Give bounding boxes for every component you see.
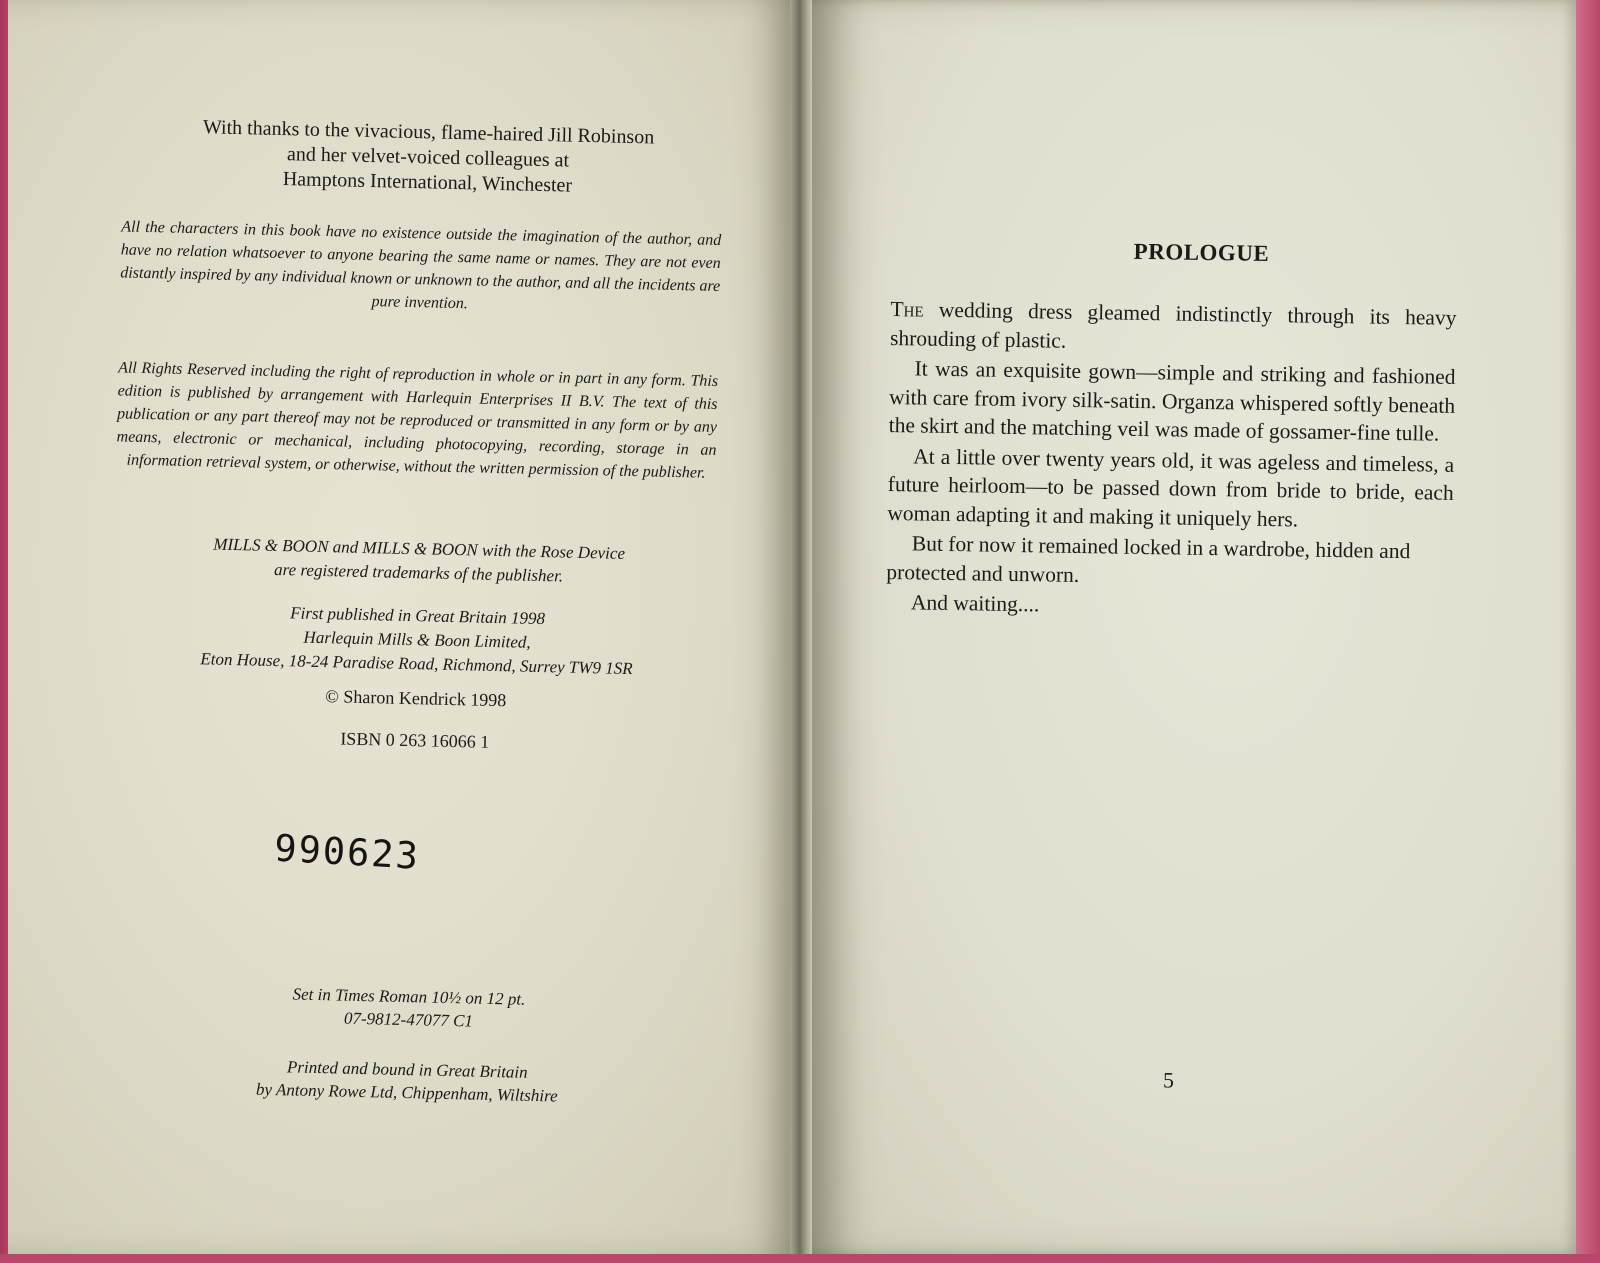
publication-line: First published in Great Britain 1998 (290, 603, 546, 629)
book-gutter (790, 0, 812, 1254)
typesetting-line: Set in Times Roman 10½ on 12 pt. (292, 984, 526, 1009)
isbn-line: ISBN 0 263 16066 1 (340, 728, 490, 752)
fiction-disclaimer: All the characters in this book have no existence outside the imagination of the author, and have no relation whatsoever to anyone bearing the same name or names. They are not even distantly inspired by any individual known or unknown to the author, and all the incidents are pure invention. (120, 218, 722, 313)
page-number: 5 (1162, 1067, 1175, 1093)
printer-info (107, 1051, 708, 1111)
publication-line: Harlequin Mills & Boon Limited, (303, 627, 531, 652)
rights-notice: All Rights Reserved including the right of reproduction in whole or in part in any form. This edition is published by arrangement with Harlequin Enterprises II B.V. The text of this publication or any part thereof may not be reproduced or transmitted in any form or by any means, electronic or mechanical, including photocopying, recording, storage in an information retrieval system, or otherwise, without the written permission of the publisher. (116, 359, 719, 482)
drop-word: The (890, 297, 924, 322)
left-page (8, 0, 800, 1254)
acknowledgement-line: Hamptons International, Winchester (282, 168, 573, 197)
trademark-notice (118, 530, 719, 592)
printer-line: by Antony Rowe Ltd, Chippenham, Wiltshire (255, 1079, 558, 1106)
trademark-line: MILLS & BOON and MILLS & BOON with the Rose Device (213, 534, 626, 563)
paragraph: And waiting.... (910, 590, 1040, 617)
right-page (806, 0, 1576, 1254)
copyright-line: © Sharon Kendrick 1998 (324, 686, 507, 711)
publication-info (116, 597, 717, 683)
paragraph (890, 295, 1457, 361)
paragraph: But for now it remained locked in a wardrobe, hidden and protected and unworn. (886, 531, 1411, 587)
stamped-number: 990623 (273, 826, 422, 878)
paragraph: It was an exquisite gown—simple and striking and fashioned with care from ivory silk-satin. Organza whispered softly beneath the skirt and the matching veil was made of gossamer-fine tulle. (888, 356, 1456, 446)
publication-line: Eton House, 18-24 Paradise Road, Richmond, Surrey TW9 1SR (200, 649, 633, 679)
acknowledgement (127, 114, 729, 203)
chapter-heading: PROLOGUE (1133, 238, 1270, 266)
typesetting-info (108, 978, 709, 1038)
typesetting-line: 07-9812-47077 C1 (343, 1008, 474, 1031)
printer-line: Printed and bound in Great Britain (286, 1057, 528, 1082)
trademark-line: are registered trademarks of the publisher. (273, 559, 564, 586)
acknowledgement-line: and her velvet-voiced colleagues at (286, 143, 570, 172)
paragraph: At a little over twenty years old, it was ageless and timeless, a future heirloom—to be passed down from bride to bride, each woman adapting it and making it uniquely hers. (887, 443, 1455, 531)
paragraph-text: wedding dress gleamed indistinctly through its heavy shrouding of plastic. (889, 297, 1457, 353)
acknowledgement-line: With thanks to the vivacious, flame-haired Jill Robinson (202, 116, 655, 149)
prologue-text (886, 295, 1457, 625)
